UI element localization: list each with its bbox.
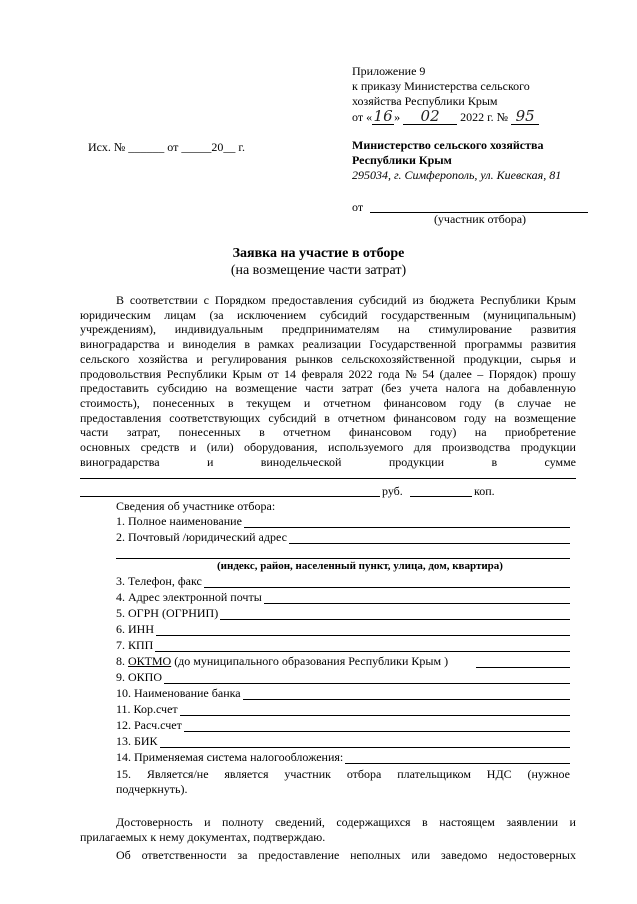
sum-kop-label: коп. — [474, 484, 495, 498]
body-word: Порядок) — [488, 366, 537, 381]
closing-word: в — [422, 815, 428, 829]
closing-word: неполных — [350, 848, 401, 862]
vat-word: 15. — [116, 767, 131, 781]
body-line — [80, 396, 576, 411]
participant-heading: Сведения об участнике отбора: — [116, 499, 276, 513]
field-label: 2. Почтовый /юридический адрес — [116, 530, 287, 544]
appendix-block — [352, 64, 592, 125]
closing-word: и — [569, 815, 576, 829]
body-word: (далее — [439, 366, 472, 381]
outgoing-number: Исх. № ______ от _____20__ г. — [88, 140, 245, 154]
body-word: рамках — [258, 337, 295, 352]
date-number: 95 — [511, 109, 539, 125]
field-label: 7. КПП — [116, 638, 154, 652]
body-word: рынков — [295, 351, 333, 366]
body-word: в — [244, 337, 251, 352]
closing-word: Об — [116, 848, 131, 862]
body-line — [80, 440, 576, 455]
body-word: в — [259, 425, 265, 440]
body-word: регулирования — [211, 351, 287, 366]
field-kpp[interactable] — [116, 638, 570, 654]
field-label: 9. ОКПО — [116, 670, 163, 684]
date-day: 16 — [373, 107, 393, 125]
closing-p1-line1 — [80, 815, 576, 830]
body-word: на — [215, 381, 228, 396]
field-line — [116, 683, 570, 684]
body-word: (без — [381, 381, 402, 396]
date-month: 02 — [403, 109, 457, 125]
field-full-name[interactable] — [116, 514, 570, 530]
sum-kop-blank — [410, 496, 472, 497]
sum-line — [80, 484, 576, 500]
field-line — [116, 651, 570, 652]
appendix-title: Приложение 9 — [352, 64, 426, 78]
body-word: (за — [209, 307, 224, 322]
body-word: стимулирование — [428, 322, 512, 337]
field-vat-payer — [116, 767, 570, 797]
body-word: Крым — [546, 293, 576, 307]
body-lines — [80, 293, 576, 455]
body-word: году — [464, 410, 487, 425]
body-word: приобретение — [504, 425, 576, 440]
body-word: финансовом — [349, 425, 412, 440]
body-word: продукции, — [463, 351, 522, 366]
closing-word: предоставление — [258, 848, 340, 862]
field-label: 3. Телефон, факс — [116, 574, 202, 588]
field-line — [116, 558, 570, 559]
vat-line-2: подчеркнуть). — [116, 782, 188, 796]
body-word: 14 — [284, 366, 297, 381]
body-word: Государственной — [369, 337, 457, 352]
body-word: случае — [517, 395, 552, 410]
body-word: № — [405, 366, 417, 381]
vat-word: плательщиком — [397, 767, 471, 781]
body-word: 2022 — [348, 366, 373, 381]
body-word: программы — [464, 337, 523, 352]
body-paragraph — [80, 293, 576, 469]
body-word: субсидию — [156, 381, 208, 396]
closing-word: Достоверность — [116, 815, 193, 829]
field-label: 4. Адрес электронной почты — [116, 590, 262, 604]
closing-block — [80, 815, 576, 863]
body-word: и — [303, 395, 311, 410]
body-line — [80, 293, 576, 308]
field-okpo[interactable] — [116, 670, 570, 686]
body-word: затрат — [341, 381, 374, 396]
body-word: в — [324, 410, 330, 425]
body-word: лицам — [164, 307, 196, 322]
body-word: государственным — [381, 307, 470, 322]
body-word: части — [305, 381, 334, 396]
field-address-continued[interactable] — [116, 545, 570, 561]
body-word: февраля — [301, 366, 344, 381]
body-word: и — [189, 440, 197, 455]
body-word: и — [196, 351, 203, 366]
body-word: и — [206, 454, 214, 469]
body-word: от — [267, 366, 279, 381]
closing-word: заведомо — [441, 848, 488, 862]
closing-word: и — [204, 815, 211, 829]
field-inn[interactable] — [116, 622, 570, 638]
body-word: отчетном — [323, 395, 371, 410]
vat-word: Является/не — [146, 767, 209, 781]
body-line — [80, 308, 576, 323]
closing-word: недостоверных — [498, 848, 576, 862]
body-word: винодельческой — [260, 454, 342, 469]
sum-rub-blank — [80, 496, 380, 497]
closing-word: сведений, — [275, 815, 325, 829]
body-word: для — [413, 440, 432, 455]
addressee-address: 295034, г. Симферополь, ул. Киевская, 81 — [352, 168, 562, 182]
closing-word: ответственности — [141, 848, 227, 862]
field-phone-fax[interactable] — [116, 574, 570, 590]
from-caption: (участник отбора) — [433, 212, 527, 226]
body-word: Республики — [166, 366, 227, 381]
body-line — [80, 367, 576, 382]
field-postal-address[interactable] — [116, 530, 570, 546]
field-ogrn[interactable] — [116, 606, 570, 622]
field-bank-name[interactable] — [116, 686, 570, 702]
body-word: сумме — [544, 454, 576, 469]
body-word: (в — [494, 395, 505, 410]
field-label: 5. ОГРН (ОГРНИП) — [116, 606, 219, 620]
body-word: продовольствия — [80, 366, 162, 381]
field-email[interactable] — [116, 590, 570, 606]
addressee-name-1: Министерство сельского хозяйства — [352, 138, 544, 152]
body-word: субсидий — [358, 293, 407, 307]
field-corr-account[interactable] — [116, 702, 570, 718]
page-subtitle: (на возмещение части затрат) — [230, 263, 407, 278]
body-word: предоставления — [271, 293, 353, 307]
body-word: используемого — [327, 440, 404, 455]
page-title: Заявка на участие в отборе — [232, 246, 405, 261]
body-word: Крым — [232, 366, 263, 381]
body-word: бюджета — [429, 293, 475, 307]
closing-word: или — [411, 848, 431, 862]
body-word: предоставления — [80, 410, 162, 425]
field-bik[interactable] — [116, 734, 570, 750]
body-line — [80, 337, 576, 352]
body-line — [80, 381, 576, 396]
field-settlement-account[interactable] — [116, 718, 570, 734]
date-year: 2022 г. № — [460, 110, 509, 124]
body-word: Республики — [480, 293, 541, 307]
appendix-date-line — [352, 109, 592, 125]
body-word: понесенных — [152, 395, 215, 410]
body-word: учреждениям), — [80, 322, 157, 337]
field-line — [116, 635, 570, 636]
body-word: на — [487, 381, 500, 396]
appendix-ministry-line: хозяйства Республики Крым — [352, 94, 498, 108]
body-word: финансовом — [393, 410, 457, 425]
body-line — [80, 411, 576, 426]
field-label: 12. Расч.счет — [116, 718, 182, 732]
field-line — [476, 667, 570, 668]
body-word: производства — [441, 440, 511, 455]
body-word: продукции — [388, 454, 445, 469]
body-word: на — [474, 425, 487, 440]
body-word: возмещение — [235, 381, 298, 396]
field-label: 6. ИНН — [116, 622, 154, 636]
oktmo-number: 8. — [116, 654, 125, 668]
body-word: соответствующих — [169, 410, 261, 425]
vat-line-1 — [116, 767, 570, 782]
body-word: года — [378, 366, 400, 381]
body-word: 54 — [422, 366, 435, 381]
field-label — [116, 654, 450, 668]
body-word: хозяйства — [138, 351, 188, 366]
body-word: виноделия — [182, 337, 237, 352]
body-word: затрат, — [126, 425, 161, 440]
body-word: добавленную — [507, 381, 576, 396]
field-line — [116, 747, 570, 748]
closing-p1-line2: прилагаемых к нему документах, подтверждаю. — [80, 830, 326, 844]
address-caption: (индекс, район, населенный пункт, улица, дом, квартира) — [217, 560, 503, 572]
sum-blank-line — [80, 478, 576, 479]
body-word: сельскохозяйственной — [341, 351, 455, 366]
oktmo-rest: (до муниципального образования Республики Крым ) — [174, 654, 449, 668]
body-word: предоставить — [80, 381, 149, 396]
from-label: от — [352, 200, 364, 214]
body-word: индивидуальным — [174, 322, 264, 337]
body-word: продукции — [520, 440, 576, 455]
body-line — [80, 322, 576, 337]
body-word: отчетном — [337, 410, 386, 425]
body-word: субсидий — [268, 410, 317, 425]
field-label: 14. Применяемая система налогообложения: — [116, 750, 344, 764]
body-word: не — [564, 395, 576, 410]
body-word: учета — [409, 381, 438, 396]
body-word: развития — [530, 337, 576, 352]
body-word: стоимость), — [80, 395, 140, 410]
closing-word: полноту — [221, 815, 264, 829]
closing-word: содержащихся — [336, 815, 411, 829]
body-word: – — [477, 366, 484, 381]
appendix-order-line: к приказу Министерства сельского — [352, 79, 530, 93]
body-word: соответствии — [129, 293, 198, 307]
sum-rub-label: руб. — [382, 484, 403, 498]
body-word: на — [398, 322, 410, 337]
body-word: Порядком — [214, 293, 266, 307]
body-word: средств — [140, 440, 180, 455]
field-line — [116, 731, 570, 732]
body-word: В — [116, 293, 125, 307]
closing-word: за — [237, 848, 248, 862]
body-word: из — [412, 293, 424, 307]
body-word: возмещение — [514, 410, 576, 425]
body-word: (муниципальным) — [483, 307, 576, 322]
body-word: в — [227, 395, 234, 410]
field-tax-system[interactable] — [116, 750, 570, 766]
body-word: исключением — [237, 307, 307, 322]
body-last-line — [80, 455, 576, 470]
body-word: юридическим — [80, 307, 151, 322]
body-word: году — [459, 395, 482, 410]
body-word: развития — [530, 322, 576, 337]
date-mid: » — [394, 110, 401, 124]
body-word: году) — [430, 425, 457, 440]
vat-word: участник — [284, 767, 331, 781]
body-word: понесенных — [178, 425, 241, 440]
closing-word: заявлении — [506, 815, 558, 829]
body-word: виноградарства — [80, 454, 160, 469]
body-word: налога — [445, 381, 480, 396]
body-word: виноградарства — [80, 337, 160, 352]
field-label: 13. БИК — [116, 734, 158, 748]
field-oktmo[interactable] — [116, 654, 570, 670]
body-word: основных — [80, 440, 131, 455]
vat-word: НДС — [486, 767, 512, 781]
field-label: 10. Наименование банка — [116, 686, 241, 700]
field-label: 1. Полное наименование — [116, 514, 242, 528]
addressee-name-2: Республики Крым — [352, 153, 452, 167]
body-word: сырья — [530, 351, 561, 366]
body-line — [80, 425, 576, 440]
vat-word: (нужное — [527, 767, 570, 781]
date-prefix: от « — [352, 110, 373, 124]
oktmo-word: ОКТМО — [128, 654, 172, 668]
body-word: (или) — [206, 440, 234, 455]
body-word: и — [569, 351, 576, 366]
field-line — [116, 715, 570, 716]
body-word: предпринимателям — [281, 322, 380, 337]
body-word: части — [80, 425, 109, 440]
body-word: в — [491, 454, 498, 469]
body-word: с — [203, 293, 209, 307]
body-word: сельского — [80, 351, 130, 366]
body-word: финансовом — [383, 395, 447, 410]
body-word: реализации — [302, 337, 362, 352]
body-word: отчетном — [283, 425, 331, 440]
vat-word: отбора — [346, 767, 382, 781]
vat-word: является — [224, 767, 269, 781]
body-word: прошу — [542, 366, 576, 381]
addressee-block — [352, 138, 602, 183]
body-word: субсидий — [319, 307, 368, 322]
body-word: и — [167, 337, 175, 352]
body-word: оборудования, — [244, 440, 318, 455]
body-word: текущем — [246, 395, 291, 410]
field-label: 11. Кор.счет — [116, 702, 178, 716]
body-line — [80, 352, 576, 367]
closing-p2-line1 — [80, 848, 576, 863]
closing-word: настоящем — [439, 815, 495, 829]
body-word: на — [494, 410, 507, 425]
